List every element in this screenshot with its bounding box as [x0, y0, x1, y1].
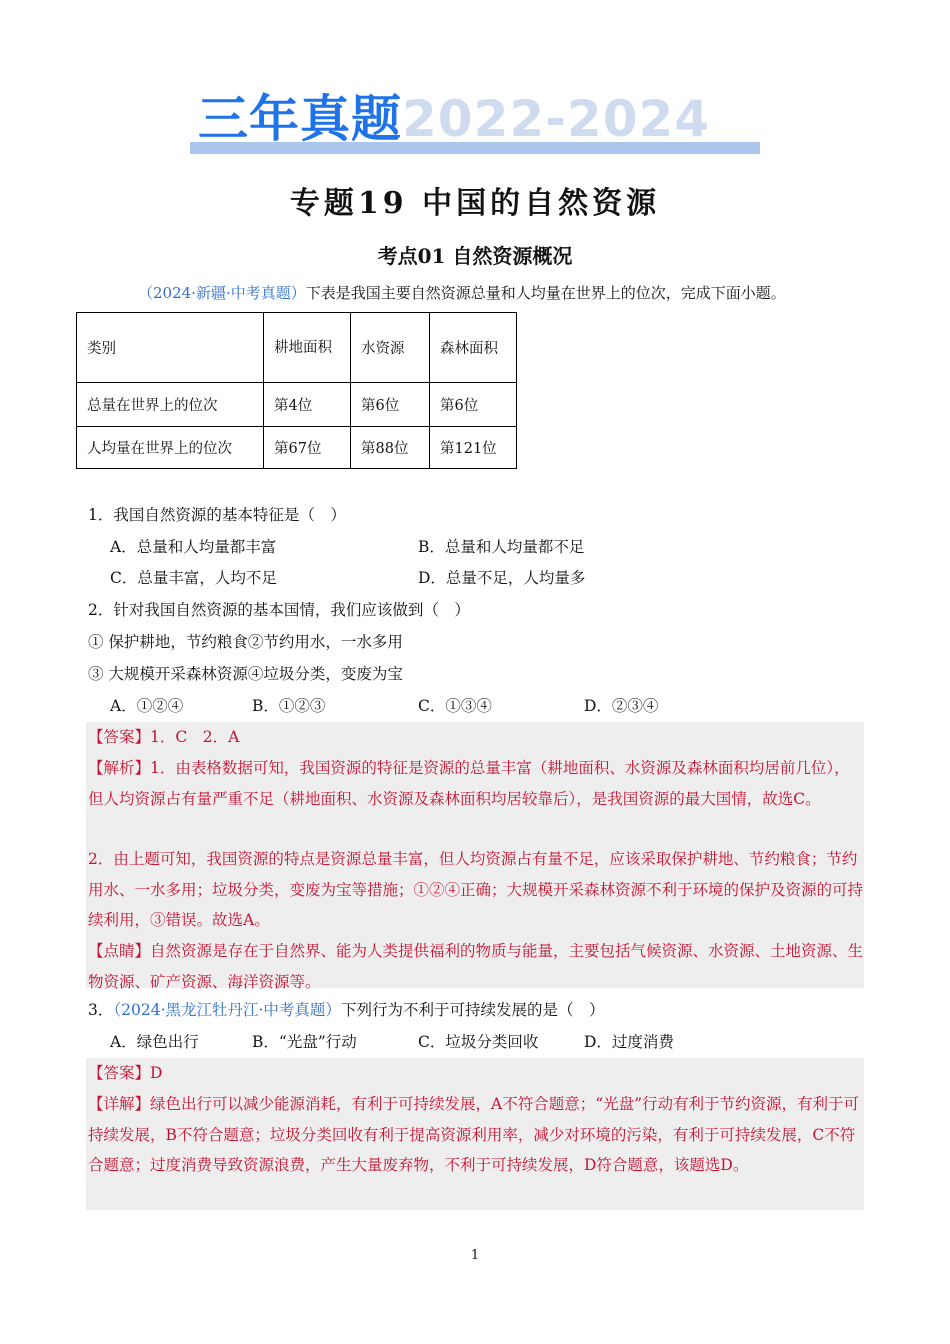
- question-2-stem: 2．针对我国自然资源的基本国情，我们应该做到（ ）: [88, 601, 470, 619]
- question-1-stem: 1．我国自然资源的基本特征是（ ）: [88, 506, 346, 524]
- q3-option-a: A．绿色出行: [110, 1033, 199, 1051]
- answer-3: 【答案】D: [88, 1064, 163, 1082]
- intro-text: 下表是我国主要自然资源总量和人均量在世界上的位次，完成下面小题。: [305, 284, 786, 302]
- question-3-stem: [88, 998, 604, 1020]
- intro-source: （2024·新疆·中考真题）: [138, 284, 306, 302]
- table-cell: 人均量在世界上的位次: [77, 427, 264, 469]
- table-header-row: [77, 313, 517, 383]
- table-cell: 第121位: [430, 427, 517, 469]
- q2-option-a: A．①②④: [110, 697, 184, 715]
- table-cell: 第4位: [264, 383, 351, 427]
- banner-years: 2022-2024: [402, 90, 711, 148]
- q2-option-d: D．②③④: [584, 697, 659, 715]
- q2-option-b: B．①②③: [252, 697, 326, 715]
- analysis-1: 【解析】1．由表格数据可知，我国资源的特征是资源的总量丰富（耕地面积、水资源及森林面积均居前几位），但人均资源占有量严重不足（耕地面积、水资源及森林面积均居较靠后），是我国资源的最大国情，故选C。: [88, 759, 850, 808]
- q2-statements-1: ① 保护耕地，节约粮食②节约用水，一水多用: [88, 633, 403, 651]
- q1-option-a: A．总量和人均量都丰富: [110, 538, 277, 556]
- table-row: [77, 383, 517, 427]
- table-cell: 第6位: [351, 383, 430, 427]
- table-header-cell: 类别: [77, 313, 264, 383]
- q1-option-d: D．总量不足，人均量多: [418, 569, 586, 587]
- banner-title: 三年真题: [198, 90, 402, 148]
- q3-number: 3．: [88, 1001, 114, 1019]
- table-header-cell: 森林面积: [430, 313, 517, 383]
- tip-note: 【点睛】自然资源是存在于自然界、能为人类提供福利的物质与能量，主要包括气候资源、水资源、土地资源、生物资源、矿产资源、海洋资源等。: [88, 942, 864, 991]
- table-cell: 第6位: [430, 383, 517, 427]
- q1-option-b: B．总量和人均量都不足: [418, 538, 585, 556]
- q3-option-b: B．“光盘”行动: [252, 1033, 357, 1051]
- q1-option-c: C．总量丰富，人均不足: [110, 569, 277, 587]
- q2-option-c: C．①③④: [418, 697, 492, 715]
- table-row: [77, 427, 517, 469]
- q3-option-d: D．过度消费: [584, 1033, 674, 1051]
- q3-option-c: C．垃圾分类回收: [418, 1033, 539, 1051]
- intro-paragraph: [138, 282, 786, 303]
- table-header-cell: 水资源: [351, 313, 430, 383]
- analysis-2: 2．由上题可知，我国资源的特点是资源总量丰富，但人均资源占有量不足，应该采取保护耕地、节约粮食；节约用水、一水多用；垃圾分类，变废为宝等措施；①②④正确；大规模开采森林资源不利于环境的保护及资源的可持续利用，③错误。故选A。: [88, 850, 864, 929]
- header-banner: [190, 92, 760, 154]
- table-cell: 总量在世界上的位次: [77, 383, 264, 427]
- answer-1-2: 【答案】1．C 2．A: [88, 728, 240, 746]
- resource-table: [76, 312, 517, 469]
- page-number: 1: [470, 1248, 480, 1263]
- table-header-cell: 耕地面积: [264, 313, 351, 383]
- table-cell: 第88位: [351, 427, 430, 469]
- page-title: 专题19 中国的自然资源: [289, 186, 661, 221]
- banner-text: [198, 88, 710, 150]
- q3-text: 下列行为不利于可持续发展的是（ ）: [340, 1001, 605, 1019]
- detail-3: 【详解】绿色出行可以减少能源消耗，有利于可持续发展，A不符合题意；“光盘”行动有利于节约资源，有利于可持续发展，B不符合题意；垃圾分类回收有利于提高资源利用率，减少对环境的污染，有利于可持续发展，C不符合题意；过度消费导致资源浪费，产生大量废弃物，不利于可持续发展，D符合题意，该题选D。: [88, 1095, 860, 1174]
- table-cell: 第67位: [264, 427, 351, 469]
- q2-statements-2: ③ 大规模开采森林资源④垃圾分类，变废为宝: [88, 665, 403, 683]
- section-subtitle: 考点01 自然资源概况: [377, 244, 573, 268]
- q3-source: （2024·黑龙江牡丹江·中考真题）: [113, 1001, 341, 1019]
